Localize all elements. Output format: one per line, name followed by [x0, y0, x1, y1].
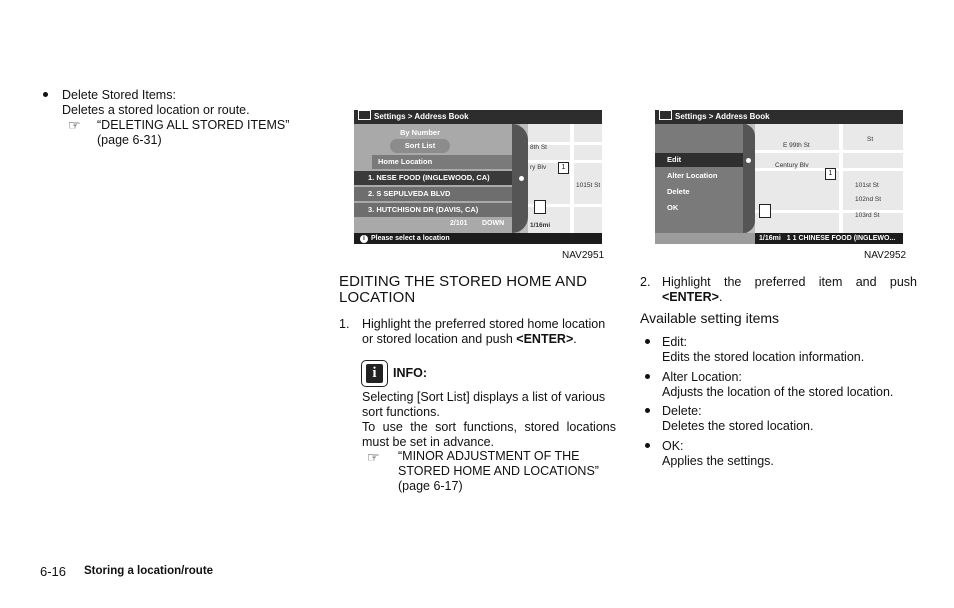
info-line2: sort functions. [362, 405, 440, 419]
step1-line1: Highlight the preferred stored home location [362, 317, 606, 331]
map-street-label: 1015t St [576, 182, 601, 189]
menu-item-ok[interactable] [655, 201, 747, 215]
nav-screen-edit-location [655, 110, 903, 244]
status-message: Please select a location [371, 235, 450, 242]
page-count: 2/101 [450, 220, 468, 227]
menu-item-alter-location[interactable] [655, 169, 747, 183]
info-line3: To use the sort functions, stored locations [362, 420, 616, 434]
info-label: INFO: [393, 366, 428, 380]
settings-screen-icon [358, 110, 371, 120]
step2-number: 2. [640, 275, 651, 289]
footer-section-title: Storing a location/route [84, 565, 214, 577]
map-road [839, 124, 843, 233]
settings-screen-icon [659, 110, 672, 120]
menu-item-sort-list[interactable] [390, 139, 450, 153]
item-edit-title: Edit: [662, 335, 688, 349]
info-icon: i [361, 360, 388, 387]
map-street-label: 103rd St [855, 212, 880, 219]
page-number: 6-16 [40, 564, 67, 579]
map-street-label: ry Blv [530, 164, 547, 171]
bullet-dot [645, 408, 650, 413]
map-street-label: 1/16mi [530, 222, 551, 229]
nav-screen-address-book [354, 110, 602, 244]
map-scale: 1/16mi [759, 235, 781, 242]
item-edit-body: Edits the stored location information. [662, 350, 865, 364]
bullet-body: Deletes a stored location or route. [62, 103, 250, 117]
info-line4: must be set in advance. [362, 435, 495, 449]
menu-item-label: Edit [667, 155, 682, 164]
map-street-label: St [867, 136, 874, 143]
status-message: 1 1 CHINESE FOOD (INGLEWO... [786, 235, 896, 242]
figure-caption-1: NAV2951 [562, 250, 605, 261]
item-delete-title: Delete: [662, 404, 702, 418]
scroll-indicator [519, 176, 524, 181]
reference-page: (page 6-31) [97, 133, 162, 147]
reference-link-line2[interactable]: STORED HOME AND LOCATIONS” [398, 464, 599, 478]
step2-period: . [718, 290, 723, 304]
section-heading-line2: LOCATION [339, 289, 416, 306]
menu-item-label: OK [667, 203, 679, 212]
bullet-dot [43, 92, 48, 97]
menu-item-label: 1. NESE FOOD (INGLEWOOD, CA) [368, 173, 490, 182]
menu-item-delete[interactable] [655, 185, 747, 199]
screen-title-bar [354, 110, 602, 124]
step2-line2 [662, 290, 722, 305]
menu-item-location-1[interactable] [354, 171, 520, 185]
map-road [755, 150, 903, 153]
step1-period: . [573, 332, 577, 346]
item-delete-body: Deletes the stored location. [662, 419, 814, 433]
bullet-dot [645, 374, 650, 379]
menu-item-label: 2. S SEPULVEDA BLVD [368, 189, 451, 198]
enter-key-label: <ENTER> [662, 290, 719, 304]
map-view[interactable] [528, 124, 602, 233]
step2-line1: Highlight the preferred item and push [662, 275, 917, 289]
item-alter-location-title: Alter Location: [662, 370, 742, 384]
subheading: Available setting items [640, 310, 780, 326]
scroll-indicator [746, 158, 751, 163]
step1-line2 [362, 332, 577, 347]
menu-item-label: Delete [667, 187, 690, 196]
map-road [755, 210, 903, 213]
item-ok-title: OK: [662, 439, 684, 453]
status-bar [354, 233, 602, 244]
reference-pointer-icon: ☞ [68, 117, 81, 133]
step1-text: or stored location and push [362, 332, 517, 346]
info-line1: Selecting [Sort List] displays a list of various [362, 390, 606, 404]
bullet-dot [645, 339, 650, 344]
reference-page: (page 6-17) [398, 479, 463, 493]
map-street-label: 101st St [855, 182, 879, 189]
info-icon: i [360, 235, 368, 243]
menu-item-label: Sort List [404, 141, 436, 150]
bullet-title: Delete Stored Items: [62, 88, 176, 102]
status-bar-left [655, 233, 755, 244]
scroll-dial[interactable] [743, 124, 755, 233]
step1-number: 1. [339, 317, 350, 331]
menu-item-location-2[interactable] [354, 187, 520, 201]
map-street-label: Century Blv [775, 162, 809, 169]
vehicle-position-icon [759, 204, 771, 218]
figure-caption-2: NAV2952 [864, 250, 907, 261]
section-heading-line1: EDITING THE STORED HOME AND [339, 273, 588, 290]
down-button[interactable]: DOWN [482, 220, 505, 227]
menu-item-label: Home Location [378, 157, 433, 166]
map-street-label: 102nd St [855, 196, 882, 203]
screen-title: Settings > Address Book [675, 112, 770, 121]
menu-item-location-3[interactable] [354, 203, 520, 217]
map-road [570, 124, 574, 233]
map-marker-1: 1 [825, 168, 836, 180]
item-ok-body: Applies the settings. [662, 454, 774, 468]
menu-item-edit[interactable] [655, 153, 747, 167]
reference-link[interactable]: “DELETING ALL STORED ITEMS” [97, 118, 290, 132]
menu-item-label: 3. HUTCHISON DR (DAVIS, CA) [368, 205, 479, 214]
map-view[interactable] [755, 124, 903, 233]
map-street-label: E 99th St [783, 142, 810, 149]
menu-item-home-location[interactable] [372, 155, 520, 169]
screen-title-bar [655, 110, 903, 124]
menu-item-by-number[interactable] [400, 126, 450, 140]
vehicle-position-icon [534, 200, 546, 214]
screen-title: Settings > Address Book [374, 112, 469, 121]
menu-item-label: By Number [400, 128, 441, 137]
menu-item-label: Alter Location [667, 171, 718, 180]
item-alter-location-body: Adjusts the location of the stored location. [662, 385, 894, 399]
reference-link-line1[interactable]: “MINOR ADJUSTMENT OF THE [398, 449, 580, 463]
map-street-label: 8th St [530, 144, 547, 151]
enter-key-label: <ENTER> [516, 332, 574, 346]
bullet-dot [645, 443, 650, 448]
status-bar [755, 233, 903, 244]
reference-pointer-icon: ☞ [367, 449, 380, 465]
map-marker-1: 1 [558, 162, 569, 174]
